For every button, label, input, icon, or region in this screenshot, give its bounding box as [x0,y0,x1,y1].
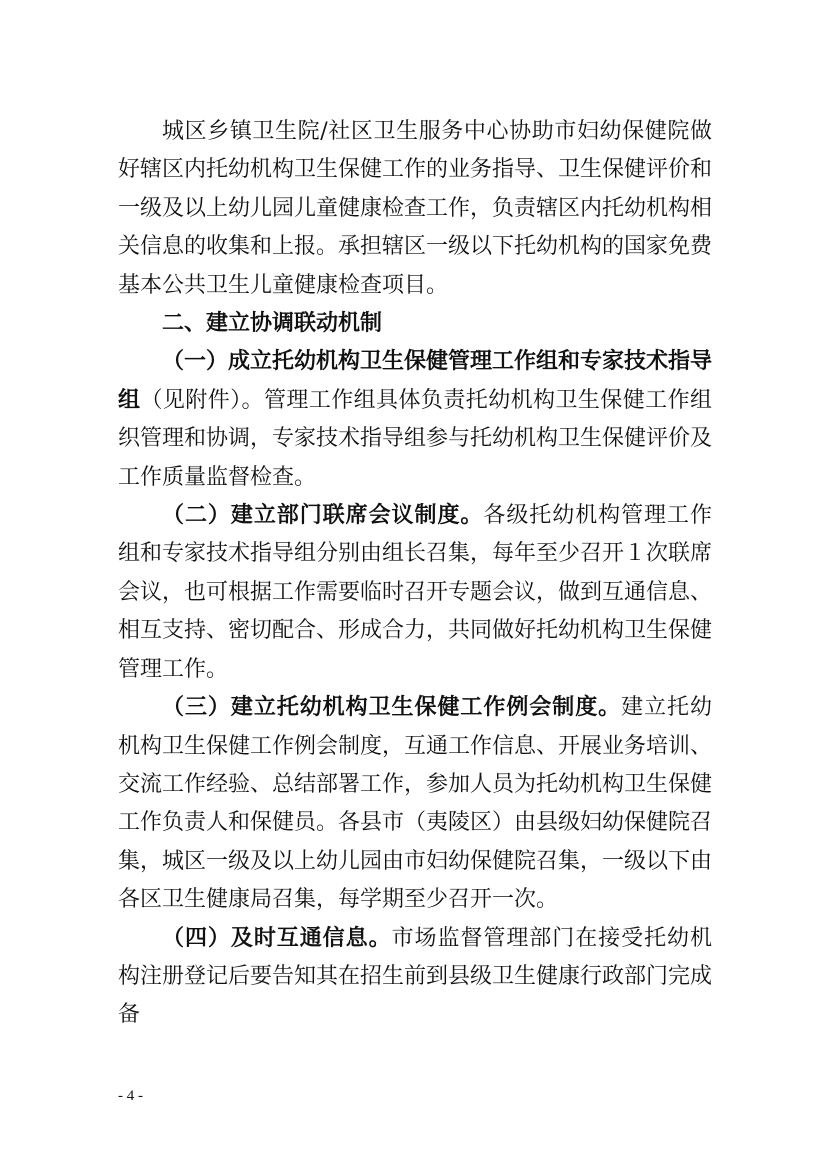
item-text: 市场监督管理部门在接受托幼机构注册登记后要告知其在招生前到县级卫生健康行政部门完成备 [118,925,713,1028]
item-title: （三）建立托幼机构卫生保健工作例会制度。 [162,695,622,721]
paragraph-item-2 [118,497,712,689]
item-title: （二）建立部门联席会议制度。 [162,503,484,529]
paragraph-item-4 [118,920,712,1035]
item-text: （见附件）。管理工作组具体负责托幼机构卫生保健工作组织管理和协调，专家技术指导组参与托幼机构卫生保健评价及工作质量监督检查。 [118,387,713,490]
item-text: 建立托幼机构卫生保健工作例会制度，互通工作信息、开展业务培训、交流工作经验、总结部署工作，参加人员为托幼机构卫生保健工作负责人和保健员。各县市（夷陵区）由县级妇幼保健院召集，城区一级及以上幼儿园由市妇幼保健院召集，一级以下由各区卫生健康局召集，每学期至少召开一次。 [118,695,713,913]
item-text: 各级托幼机构管理工作组和专家技术指导组分别由组长召集，每年至少召开１次联席会议，也可根据工作需要临时召开专题会议，做到互通信息、相互支持、密切配合、形成合力，共同做好托幼机构卫生保健管理工作。 [118,503,713,682]
paragraph-item-1 [118,343,712,497]
item-title: （一）成立托幼机构卫生保健管理工作组和专家技术指导组 [118,349,713,413]
item-title: （四）及时互通信息。 [162,925,392,951]
body-text [118,113,712,1035]
paragraph-item-3 [118,689,712,919]
paragraph-intro [118,113,712,305]
paragraph-text: 城区乡镇卫生院/社区卫生服务中心协助市妇幼保健院做好辖区内托幼机构卫生保健工作的业务指导、卫生保健评价和一级及以上幼儿园儿童健康检查工作，负责辖区内托幼机构相关信息的收集和上报。承担辖区一级以下托幼机构的国家免费基本公共卫生儿童健康检查项目。 [118,119,713,298]
section-heading: 二、建立协调联动机制 [162,311,383,337]
page-number: - 4 - [118,1088,143,1104]
